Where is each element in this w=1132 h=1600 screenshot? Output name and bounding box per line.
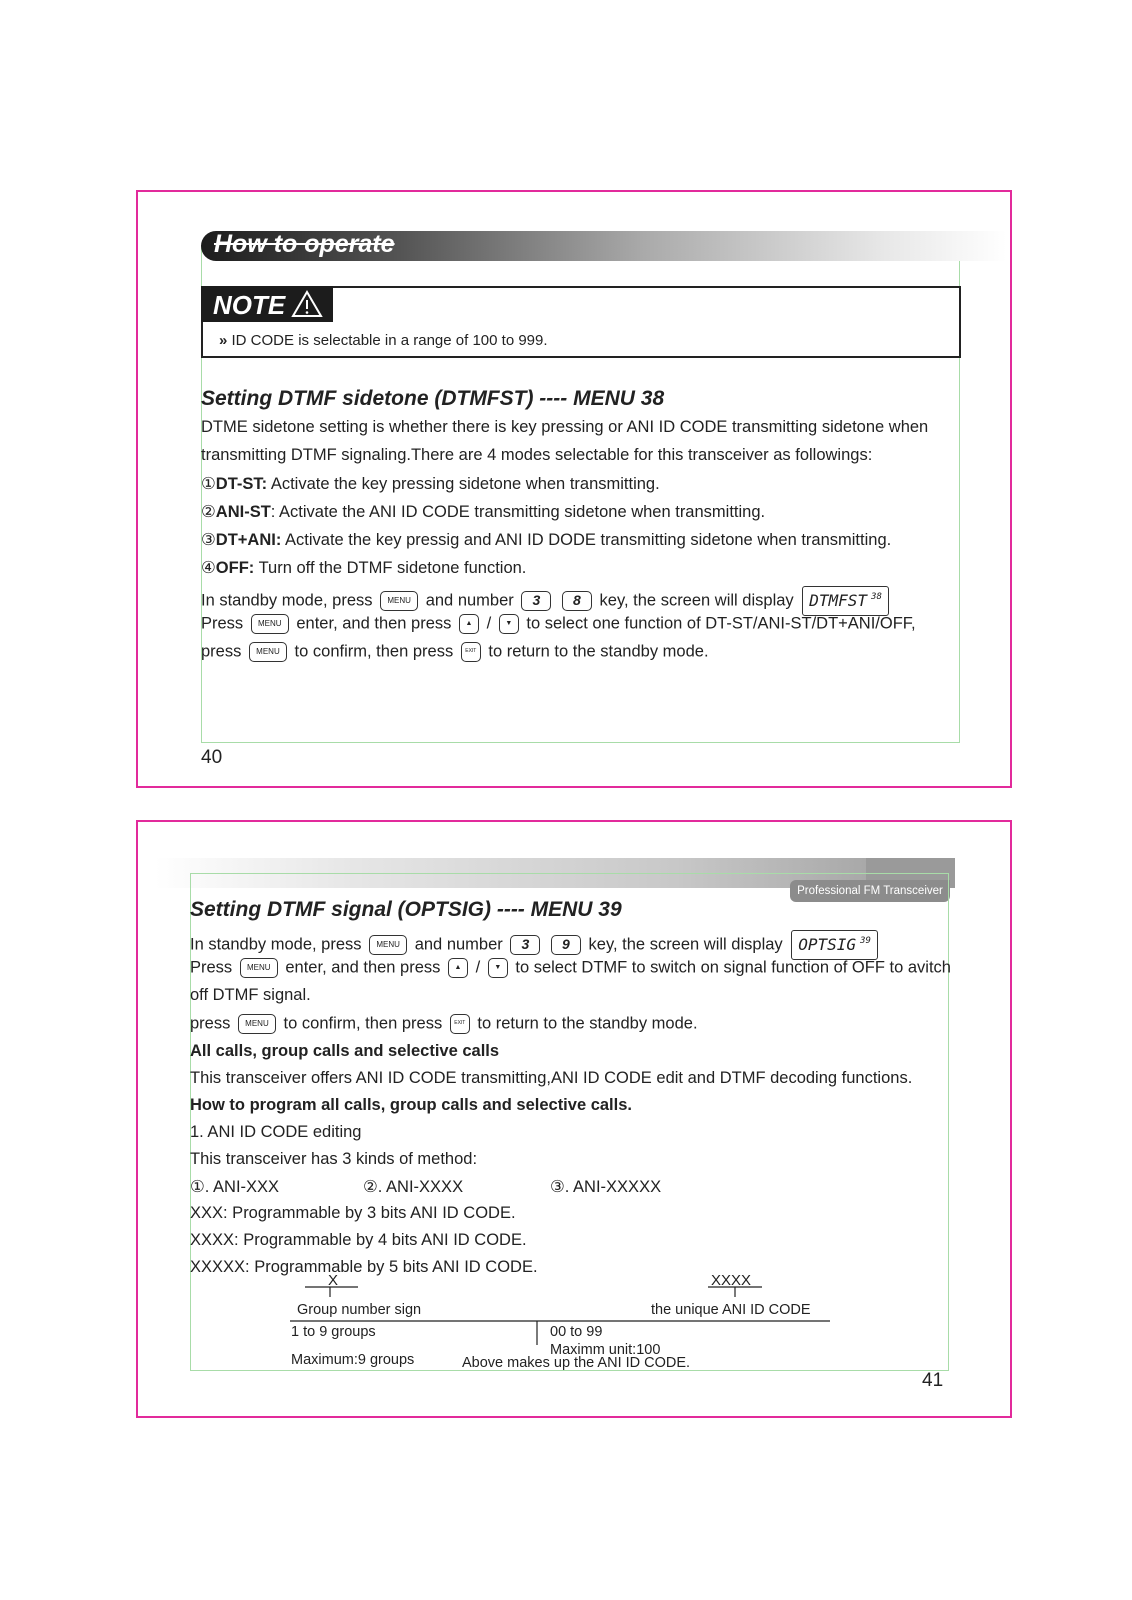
text: to confirm, then press [283,1014,443,1033]
text: and number [425,591,514,610]
text: to select DTMF to switch on signal function of OFF to avitch [515,958,951,977]
menu-key-icon: MENU [249,642,287,662]
diagram-groups-range: 1 to 9 groups [291,1324,376,1340]
mode-number: ① [201,475,216,493]
text: In standby mode, press [201,591,373,610]
up-key-icon: ▲ [459,614,479,634]
text: Press [201,614,244,633]
mode-item-2 [201,502,765,522]
lcd-display-dtmfst [802,586,889,616]
lcd-display-optsig [791,930,878,960]
note-label: NOTE [213,290,286,320]
lcd-menu-number: 38 [871,592,882,602]
section-title-dtmfst: Setting DTMF sidetone (DTMFST) ---- MENU 38 [201,387,665,410]
mode-desc: Turn off the DTMF sidetone function. [254,559,527,577]
calls-text: This transceiver offers ANI ID CODE transmitting,ANI ID CODE edit and DTMF decoding functions. [190,1069,913,1087]
mode-number: ③ [201,531,216,549]
intro-line-1: DTME sidetone setting is whether there is key pressing or ANI ID CODE transmitting sidetone when [201,418,929,436]
text: / [486,614,492,633]
menu-key-icon: MENU [240,958,278,978]
xxx-description: XXX: Programmable by 3 bits ANI ID CODE. [190,1204,516,1222]
section-title-optsig: Setting DTMF signal (OPTSIG) ---- MENU 39 [190,898,622,921]
brand-label: Professional FM Transceiver [790,880,950,902]
diagram-code-range: 00 to 99 [550,1324,603,1340]
lcd-menu-number: 39 [860,936,871,946]
method-3: ③. ANI-XXXXX [550,1178,662,1196]
diagram-code-max: Maximm unit:100 [550,1342,661,1358]
mode-name: DT+ANI: [215,531,282,549]
text: and number [414,935,503,954]
text: to select one function of DT-ST/ANI-ST/DT+ANI/OFF, [526,614,916,633]
intro-line-2: transmitting DTMF signaling.There are 4 modes selectable for this transceiver as followings: [201,446,873,464]
text: Press [190,958,233,977]
warning-icon [291,290,323,318]
diagram-x-label: X [328,1272,339,1289]
text: to return to the standby mode. [488,642,709,661]
method-1: ①. ANI-XXX [190,1178,280,1196]
calls-heading: All calls, group calls and selective calls [190,1042,500,1060]
text: press [190,1014,231,1033]
double-chevron-icon: » [219,332,228,349]
mode-number: ② [201,503,216,521]
page-40-header-title: How to operate [214,230,395,258]
xxxx-description: XXXX: Programmable by 4 bits ANI ID CODE. [190,1231,527,1249]
exit-key-icon: EXIT [450,1014,470,1034]
diagram-group-sign: Group number sign [297,1302,422,1318]
mode-desc: : Activate the ANI ID CODE transmitting sidetone when transmitting. [270,503,766,521]
number-9-key-icon: 9 [551,935,581,955]
text: key, the screen will display [599,591,794,610]
mode-name: ANI-ST [215,503,271,521]
mode-item-4 [201,558,526,578]
number-3-key-icon: 3 [510,935,540,955]
methods-intro: This transceiver has 3 kinds of method: [190,1150,478,1168]
text: to confirm, then press [294,642,454,661]
note-text-content: ID CODE is selectable in a range of 100 to 999. [231,332,548,349]
mode-desc: Activate the key pressing sidetone when transmitting. [267,475,660,493]
mode-item-1 [201,474,660,494]
diagram-footer: Above makes up the ANI ID CODE. [462,1355,691,1371]
method-2: ②. ANI-XXXX [363,1178,464,1196]
confirm-instruction-38 [201,642,709,662]
menu-key-icon: MENU [238,1014,276,1034]
lcd-text: DTMFST [809,591,868,610]
text: enter, and then press [296,614,452,633]
up-key-icon: ▲ [448,958,468,978]
text: press [201,642,242,661]
text: to return to the standby mode. [477,1014,698,1033]
text: / [475,958,481,977]
exit-key-icon: EXIT [461,642,481,662]
diagram-unique-code: the unique ANI ID CODE [651,1302,811,1318]
text: enter, and then press [285,958,441,977]
confirm-instruction-39 [190,1014,698,1034]
mode-name: OFF: [215,559,255,577]
menu-key-icon: MENU [380,591,418,611]
mode-number: ④ [201,559,216,577]
menu-key-icon: MENU [369,935,407,955]
mode-desc: Activate the key pressig and ANI ID DODE transmitting sidetone when transmitting. [281,531,892,549]
standby-instruction-38 [201,586,889,616]
number-8-key-icon: 8 [562,591,592,611]
text: key, the screen will display [588,935,783,954]
program-heading: How to program all calls, group calls and selective calls. [190,1096,632,1114]
page-number-40: 40 [201,747,223,768]
diagram-xxxx-label: XXXX [711,1272,752,1289]
editing-heading: 1. ANI ID CODE editing [190,1123,362,1141]
number-3-key-icon: 3 [521,591,551,611]
menu-key-icon: MENU [251,614,289,634]
lcd-text: OPTSIG [798,935,857,954]
text: In standby mode, press [190,935,362,954]
mode-item-3 [201,530,891,550]
press-instruction-39 [190,958,951,978]
standby-instruction-39 [190,930,878,960]
xxxxx-description: XXXXX: Programmable by 5 bits ANI ID CODE. [190,1258,538,1276]
down-key-icon: ▼ [488,958,508,978]
press-instruction-39-cont: off DTMF signal. [190,986,311,1004]
mode-name: DT-ST: [215,475,268,493]
press-instruction-38 [201,614,916,634]
diagram-groups-max: Maximum:9 groups [291,1352,415,1368]
down-key-icon: ▼ [499,614,519,634]
page-number-41: 41 [922,1370,944,1391]
note-text [219,332,548,349]
